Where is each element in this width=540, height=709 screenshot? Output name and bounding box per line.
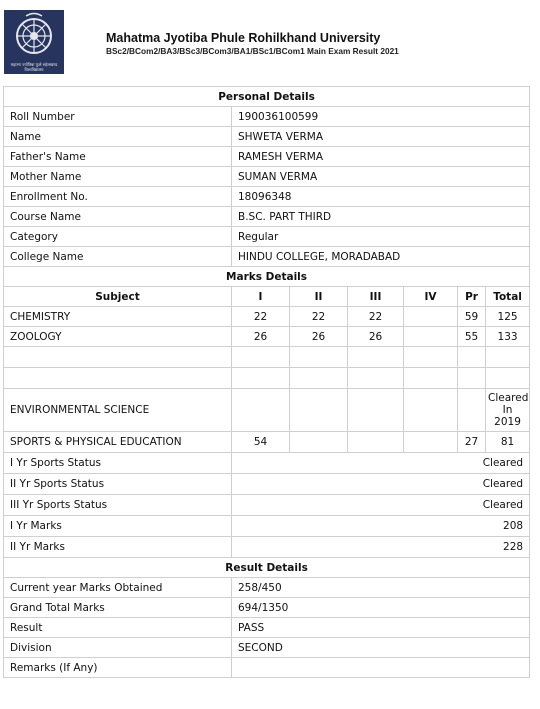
sports-row xyxy=(4,432,530,453)
subject-name: ENVIRONMENTAL SCIENCE xyxy=(4,389,232,432)
table-row xyxy=(4,227,530,247)
mark-total: 133 xyxy=(486,327,530,347)
table-row xyxy=(4,598,530,618)
env-science-row xyxy=(4,389,530,432)
mark-total: 125 xyxy=(486,307,530,327)
table-row xyxy=(4,187,530,207)
result-table xyxy=(3,86,530,678)
exam-title: BSc2/BCom2/BA3/BSc3/BCom3/BA1/BSc1/BCom1 Main Exam Result 2021 xyxy=(106,46,399,56)
field-value: SUMAN VERMA xyxy=(232,167,530,187)
field-value: RAMESH VERMA xyxy=(232,147,530,167)
field-label: Course Name xyxy=(4,207,232,227)
result-value: SECOND xyxy=(232,638,530,658)
field-label: Roll Number xyxy=(4,107,232,127)
field-label: Name xyxy=(4,127,232,147)
status-row xyxy=(4,474,530,495)
mark-iii: 22 xyxy=(348,307,404,327)
column-header-subject: Subject xyxy=(4,287,232,307)
subject-row xyxy=(4,327,530,347)
marks-column-header-row xyxy=(4,287,530,307)
table-row xyxy=(4,578,530,598)
subject-row xyxy=(4,307,530,327)
field-label: Mother Name xyxy=(4,167,232,187)
marks-details-header-row xyxy=(4,267,530,287)
status-label: III Yr Sports Status xyxy=(4,495,232,516)
subject-name: ZOOLOGY xyxy=(4,327,232,347)
table-row xyxy=(4,147,530,167)
status-value: 208 xyxy=(232,516,530,537)
table-row xyxy=(4,127,530,147)
table-row xyxy=(4,638,530,658)
mark-i: 22 xyxy=(232,307,290,327)
status-label: II Yr Sports Status xyxy=(4,474,232,495)
mark-pr: 59 xyxy=(458,307,486,327)
status-value: Cleared xyxy=(232,453,530,474)
field-value: Regular xyxy=(232,227,530,247)
column-header-total: Total xyxy=(486,287,530,307)
status-value: Cleared xyxy=(232,495,530,516)
field-label: Enrollment No. xyxy=(4,187,232,207)
page-header xyxy=(0,0,540,84)
status-value: Cleared xyxy=(232,474,530,495)
mark-pr: 27 xyxy=(458,432,486,453)
status-row xyxy=(4,516,530,537)
status-value: 228 xyxy=(232,537,530,558)
mark-total: 81 xyxy=(486,432,530,453)
section-title-result: Result Details xyxy=(4,558,530,578)
status-label: II Yr Marks xyxy=(4,537,232,558)
result-details-header-row xyxy=(4,558,530,578)
subject-name: CHEMISTRY xyxy=(4,307,232,327)
mark-ii: 22 xyxy=(290,307,348,327)
section-title-personal: Personal Details xyxy=(4,87,530,107)
mark-i: 54 xyxy=(232,432,290,453)
table-row xyxy=(4,107,530,127)
result-label: Grand Total Marks xyxy=(4,598,232,618)
empty-row xyxy=(4,347,530,368)
column-header-iv: IV xyxy=(404,287,458,307)
empty-row xyxy=(4,368,530,389)
mark-iii: 26 xyxy=(348,327,404,347)
status-label: I Yr Sports Status xyxy=(4,453,232,474)
mark-i: 26 xyxy=(232,327,290,347)
env-status: Cleared In 2019 xyxy=(486,389,530,432)
subject-name: SPORTS & PHYSICAL EDUCATION xyxy=(4,432,232,453)
university-logo xyxy=(4,10,64,74)
table-row xyxy=(4,167,530,187)
logo-caption: महात्मा ज्योतिबा फुले रुहेलखण्ड विश्वविद्यालय xyxy=(10,62,58,72)
section-title-marks: Marks Details xyxy=(4,267,530,287)
university-emblem-icon xyxy=(4,10,64,62)
mark-pr: 55 xyxy=(458,327,486,347)
field-value: HINDU COLLEGE, MORADABAD xyxy=(232,247,530,267)
result-value: 694/1350 xyxy=(232,598,530,618)
result-value xyxy=(232,658,530,678)
table-row xyxy=(4,618,530,638)
mark-ii: 26 xyxy=(290,327,348,347)
table-row xyxy=(4,658,530,678)
status-label: I Yr Marks xyxy=(4,516,232,537)
field-value: 18096348 xyxy=(232,187,530,207)
field-label: College Name xyxy=(4,247,232,267)
field-label: Category xyxy=(4,227,232,247)
result-value: PASS xyxy=(232,618,530,638)
field-value: B.SC. PART THIRD xyxy=(232,207,530,227)
status-row xyxy=(4,453,530,474)
result-value: 258/450 xyxy=(232,578,530,598)
result-label: Remarks (If Any) xyxy=(4,658,232,678)
mark-iv xyxy=(404,327,458,347)
status-row xyxy=(4,495,530,516)
field-value: SHWETA VERMA xyxy=(232,127,530,147)
table-row xyxy=(4,207,530,227)
table-row xyxy=(4,247,530,267)
column-header-iii: III xyxy=(348,287,404,307)
university-name: Mahatma Jyotiba Phule Rohilkhand University xyxy=(106,31,381,45)
personal-details-header-row xyxy=(4,87,530,107)
result-label: Result xyxy=(4,618,232,638)
mark-iv xyxy=(404,307,458,327)
column-header-ii: II xyxy=(290,287,348,307)
column-header-i: I xyxy=(232,287,290,307)
result-label: Division xyxy=(4,638,232,658)
status-row xyxy=(4,537,530,558)
column-header-pr: Pr xyxy=(458,287,486,307)
result-label: Current year Marks Obtained xyxy=(4,578,232,598)
field-value: 190036100599 xyxy=(232,107,530,127)
field-label: Father's Name xyxy=(4,147,232,167)
